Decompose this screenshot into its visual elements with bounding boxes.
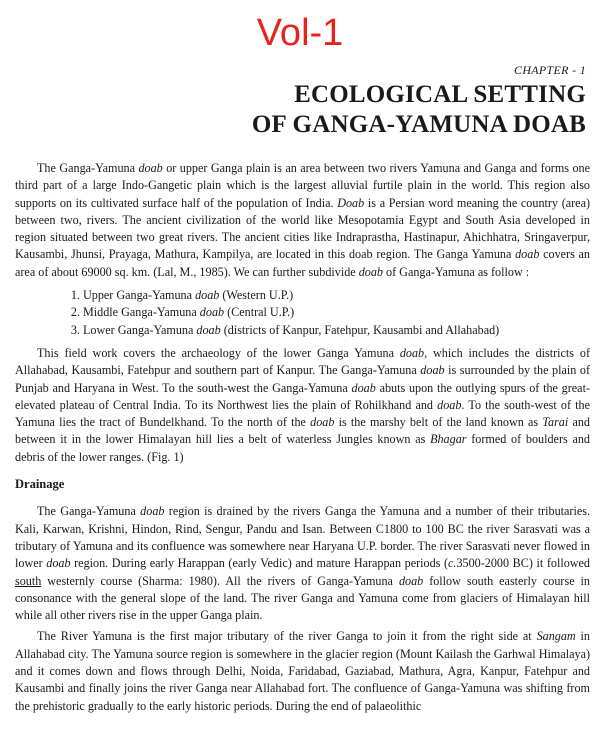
list-item: 2. Middle Ganga-Yamuna doab (Central U.P.) — [83, 304, 590, 321]
intro-paragraph: The Ganga-Yamuna doab or upper Ganga plain is an area between two rivers Yamuna and Ganga and forms one third part of a large Indo-Gangetic plain which is the largest alluvial furtile plain in the world. This region also supports on its cultivated surface half of the population of India. Doab is a Persian word meaning the country (area) between two, rivers. The ancient civilization of the world like Mesopotamia Egypt and South Asia developed in region situated between two great rivers. The ancient cities like Indraprastha, Hastinapur, Ahichhatra, Sringaverpur, Kausambi, Jhunsi, Prayaga, Mathura, Kampilya, are located in this doab region. The Ganga Yamuna doab covers an area of about 69000 sq. km. (Lal, M., 1985). We can further subdivide doab of Ganga-Yamuna as follow : — [15, 161, 590, 279]
list-item: 1. Upper Ganga-Yamuna doab (Western U.P.) — [83, 287, 590, 304]
body-text — [15, 160, 590, 715]
chapter-title-line-2: OF GANGA-YAMUNA DOAB — [251, 111, 586, 138]
doab-subdivision-list — [15, 287, 590, 339]
fieldwork-paragraph: This field work covers the archaeology of the lower Ganga Yamuna doab, which includes the districts of Allahabad, Kausambi, Fatehpur and southern part of Kanpur. The Ganga-Yamuna doab is surrounded by the plain of Punjab and Haryana in West. To the south-west the Ganga-Yamuna doab abuts upon the outlying spurs of the great-elevated plateau of Central India. To its Northwest lies the plain of Rohilkhand and doab. To the south-west of the Yamuna lies the tract of Bundelkhand. To the north of the doab is the marshy belt of the land known as Tarai and between it in the lower Himalayan hill lies a belt of waterless Jungles known as Bhagar formed of boulders and debris of the lower ranges. (Fig. 1) — [15, 345, 591, 464]
drainage-paragraph-1: The Ganga-Yamuna doab region is drained by the rivers Ganga the Yamuna and a number of their tributaries. Kali, Karwan, Krishni, Hindon, Rind, Sengur, Pandu and Isan. Between C1800 to 100 BC the river Sarasvati was a tributary of Yamuna and its confluence was somewhere near Haryana U.P. border. The river Sarasvati never flowed in lower doab region. During early Harappan (early Vedic) and mature Harappan periods (c.3500-2000 BC) it followed south westernly course (Sharma: 1980). All the rivers of Ganga-Yamuna doab follow south easterly course in consonance with the general slope of the land. The river Ganga and Yamuna come from glaciers of Himalayan hill while all other rivers rise in the upper Ganga plain. — [15, 504, 591, 623]
volume-label: Vol-1 — [256, 12, 344, 54]
drainage-heading: Drainage — [15, 477, 65, 492]
chapter-title-line-1: ECOLOGICAL SETTING — [294, 81, 586, 108]
chapter-label: CHAPTER - 1 — [514, 63, 586, 77]
chapter-title — [252, 80, 586, 140]
drainage-paragraph-2: The River Yamuna is the first major tributary of the river Ganga to join it from the right side at Sangam in Allahabad city. The Yamuna source region is somewhere in the glacier region (Mount Kailash the Garhwal Himalaya) and it comes down and flows through Delhi, Noida, Faridabad, Gaziabad, Mathura, Agra, Kanpur, Fatehpur and Kausambi and finally joins the river Ganga near Allahabad fort. The confluence of Ganga-Yamuna was shifting from the prehistoric gradually to the early historic periods. During the end of palaeolithic — [15, 629, 590, 713]
list-item: 3. Lower Ganga-Yamuna doab (districts of Kanpur, Fatehpur, Kausambi and Allahabad) — [83, 322, 590, 339]
